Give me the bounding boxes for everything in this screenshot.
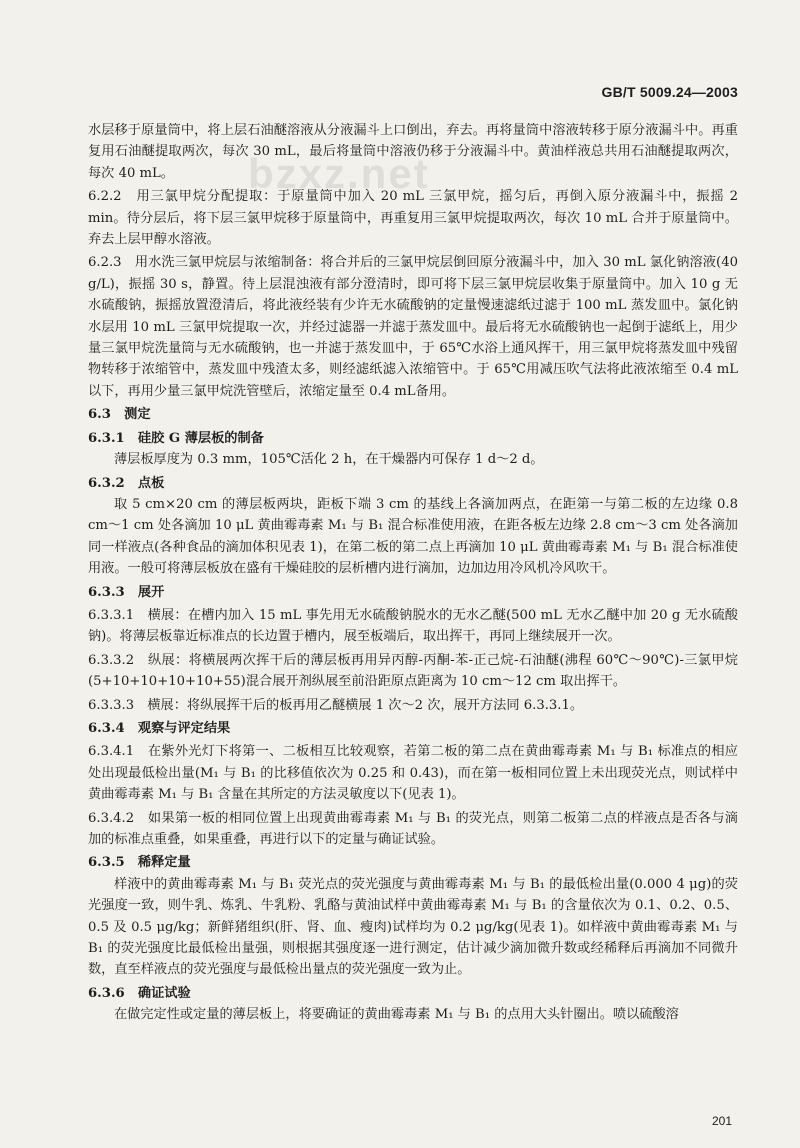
- page-number: 201: [711, 1114, 732, 1128]
- paragraph: 6.3.3.3 横展：将纵展挥干后的板再用乙醚横展 1 次～2 次，展开方法同 6.3.3.1。: [88, 697, 584, 713]
- paragraph: 薄层板厚度为 0.3 mm，105℃活化 2 h，在干燥器内可保存 1 d～2 d。: [114, 452, 544, 468]
- paragraph: 水层移于原量筒中，将上层石油醚溶液从分液漏斗上口倒出，弃去。再将量筒中溶液转移于原分液漏斗中。再重复用石油醚提取两次，每次 30 mL，最后将量筒中溶液仍移于分液漏斗中。黄油样液总共用石油醚提取两次，每次 40 mL。: [88, 123, 738, 181]
- paragraph: 6.3.3.1 横展：在槽内加入 15 mL 事先用无水硫酸钠脱水的无水乙醚(500 mL 无水乙醚中加 20 g 无水硫酸钠)。将薄层板靠近标准点的长边置于槽内，展至板端后，取出挥干，再同上继续展开一次。: [88, 607, 738, 645]
- standard-code-header: GB/T 5009.24—2003: [601, 84, 738, 100]
- paragraph: 6.3.3.2 纵展：将横展两次挥干后的薄层板再用异丙醇-丙酮-苯-正己烷-石油醚(沸程 60℃～90℃)-三氯甲烷(5+10+10+10+10+55)混合展开剂纵展至前沿距原点距离为 10 cm～12 cm 取出挥干。: [88, 652, 738, 690]
- section-heading: 6.3.6 确证试验: [88, 985, 191, 1001]
- section-heading: 6.3.2 点板: [88, 475, 165, 491]
- paragraph: 在做完定性或定量的薄层板上，将要确证的黄曲霉毒素 M₁ 与 B₁ 的点用大头针圈出。喷以硫酸溶: [114, 1007, 679, 1023]
- paragraph: 6.3.4.1 在紫外光灯下将第一、二板相互比较观察，若第二板的第二点在黄曲霉毒素 M₁ 与 B₁ 标准点的相应处出现最低检出量(M₁ 与 B₁ 的比移值依次为 0.25 和 0.43)，而在第一板相同位置上未出现荧光点，则试样中黄曲霉毒素 M₁ 与 B₁ 含量在其所定的方法灵敏度以下(见表 1)。: [88, 744, 738, 803]
- section-heading: 6.3.4 观察与评定结果: [88, 720, 231, 736]
- paragraph: 6.3.4.2 如果第一板的相同位置上出现黄曲霉毒素 M₁ 与 B₁ 的荧光点，则第二板第二点的样液点是否各与滴加的标准点重叠，如果重叠，再进行以下的定量与确证试验。: [88, 810, 738, 847]
- watermark: bzxz.net: [248, 150, 430, 197]
- paragraph: 取 5 cm×20 cm 的薄层板两块，距板下端 3 cm 的基线上各滴加两点，在距第一与第二板的左边缘 0.8 cm～1 cm 处各滴加 10 μL 黄曲霉毒素 M₁ 与 B₁ 混合标准使用液，在距各板左边缘 2.8 cm～3 cm 处各滴加同一样液点(各种食品的滴加体积见表 1)，在第二板的第二点上再滴加 10 μL 黄曲霉毒素 M₁ 与 B₁ 混合标准使用液。一般可将薄层板放在盛有干燥硅胶的层析槽内进行滴加，边加边用冷风机冷风吹干。: [88, 496, 738, 577]
- section-heading: 6.3.3 展开: [88, 584, 165, 600]
- section-heading: 6.3.5 稀释定量: [88, 855, 191, 871]
- paragraph: 样液中的黄曲霉毒素 M₁ 与 B₁ 荧光点的荧光强度与黄曲霉毒素 M₁ 与 B₁ 的最低检出量(0.000 4 μg)的荧光强度一致，则牛乳、炼乳、牛乳粉、乳酪与黄油试样中黄曲霉毒素 M₁ 与 B₁ 的含量依次为 0.1、0.2、0.5、0.5 及 0.5 μg/kg；新鲜猪组织(肝、肾、血、瘦肉)试样均为 0.2 μg/kg(见表 1)。如样液中黄曲霉毒素 M₁ 与 B₁ 的荧光强度比最低检出量强，则根据其强度逐一进行测定，估计减少滴加微升数或经稀释后再滴加不同微升数，直至样液点的荧光强度与最低检出量点的荧光强度一致为止。: [88, 876, 739, 978]
- section-heading: 6.3 测定: [88, 407, 151, 423]
- document-body: [88, 120, 738, 1026]
- paragraph: 6.2.3 用水洗三氯甲烷层与浓缩制备：将合并后的三氯甲烷层倒回原分液漏斗中，加入 30 mL 氯化钠溶液(40 g/L)，振摇 30 s，静置。待上层混浊液有部分澄清时，即可将下层三氯甲烷层收集于原量筒中。加入 10 g 无水硫酸钠，振摇放置澄清后，将此液经装有少许无水硫酸钠的定量慢速滤纸过滤于 100 mL 蒸发皿中。氯化钠水层用 10 mL 三氯甲烷提取一次，并经过滤器一并滤于蒸发皿中。最后将无水硫酸钠也一起倒于滤纸上，用少量三氯甲烷洗量筒与无水硫酸钠，也一并滤于蒸发皿中，于 65℃水浴上通风挥干，用三氯甲烷将蒸发皿中残留物转移于浓缩管中，蒸发皿中残渣太多，则经滤纸滤入浓缩管中。于 65℃用减压吹气法将此液浓缩至 0.4 mL 以下，再用少量三氯甲烷洗管壁后，浓缩定量至 0.4 mL备用。: [88, 255, 738, 399]
- section-heading: 6.3.1 硅胶 G 薄层板的制备: [88, 430, 264, 446]
- paragraph: 6.2.2 用三氯甲烷分配提取：于原量筒中加入 20 mL 三氯甲烷，摇匀后，再倒入原分液漏斗中，振摇 2 min。待分层后，将下层三氯甲烷移于原量筒中，再重复用三氯甲烷提取两次，每次 10 mL 合并于原量筒中。弃去上层甲醇水溶液。: [88, 189, 738, 248]
